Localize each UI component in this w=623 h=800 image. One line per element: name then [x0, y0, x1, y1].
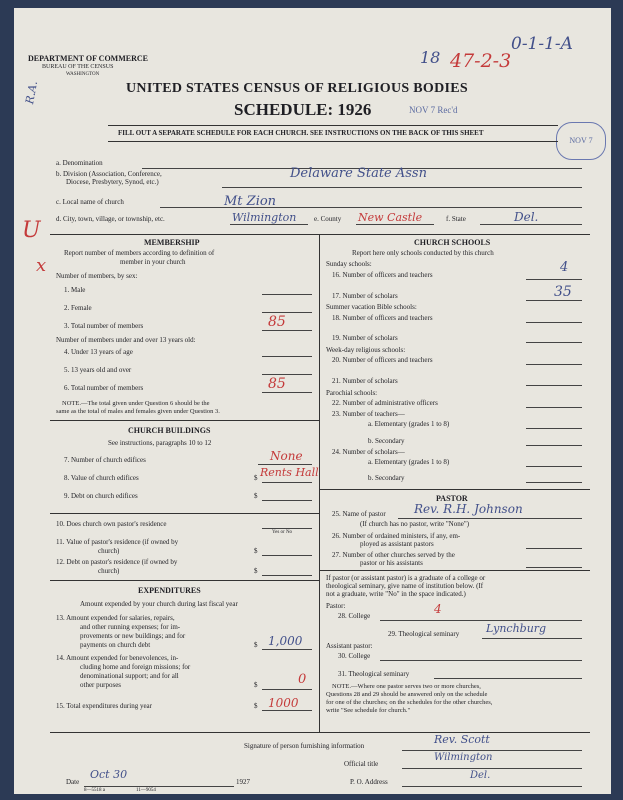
q23b-label: b. Secondary: [368, 437, 405, 445]
sunday-label: Sunday schools:: [326, 260, 372, 268]
q15-field[interactable]: [262, 710, 312, 711]
division-value: Delaware State Assn: [290, 166, 427, 181]
asst-pastor-label: Assistant pastor:: [326, 642, 373, 650]
q25-label: 25. Name of pastor: [332, 510, 386, 518]
code-number: 47-2-3: [450, 50, 512, 72]
q17-value: 35: [554, 284, 572, 300]
q15-dollar: $: [254, 702, 258, 710]
graduate-line3: not a graduate, write "No" in the space indicated.): [326, 590, 466, 598]
expenditures-sub: Amount expended by your church during last fiscal year: [80, 600, 238, 608]
q11-field[interactable]: [262, 555, 312, 556]
q15-label: 15. Total expenditures during year: [56, 702, 152, 710]
q28-field[interactable]: [380, 620, 582, 621]
parochial-label: Parochial schools:: [326, 389, 378, 397]
q8-field[interactable]: [262, 482, 312, 483]
q13-label-2: and other running expenses; for im-: [80, 623, 181, 631]
state-label: f. State: [446, 215, 466, 223]
pastor-note3: for one of the churches; on the schedules for the other churches,: [326, 699, 493, 706]
q3-label: 3. Total number of members: [64, 322, 144, 330]
po-address-value: Del.: [470, 770, 491, 781]
q27-field[interactable]: [526, 567, 582, 568]
instruction-line: FILL OUT A SEPARATE SCHEDULE FOR EACH CHURCH. SEE INSTRUCTIONS ON THE BACK OF THIS SHEET: [118, 129, 484, 137]
q13-field[interactable]: [262, 649, 312, 650]
q23a-label: a. Elementary (grades 1 to 8): [368, 420, 450, 428]
q17-label: 17. Number of scholars: [332, 292, 398, 300]
state-field[interactable]: [480, 224, 582, 225]
q22-label: 22. Number of administrative officers: [332, 399, 438, 407]
q24b-label: b. Secondary: [368, 474, 405, 482]
q6-value: 85: [268, 376, 286, 392]
q30-label: 30. College: [338, 652, 371, 660]
department-label: DEPARTMENT OF COMMERCE: [28, 54, 149, 63]
q24-label: 24. Number of scholars—: [332, 448, 405, 456]
q24a-field[interactable]: [526, 466, 582, 467]
grid-bottom-rule: [50, 732, 590, 733]
city-field-label: d. City, town, village, or township, etc.: [56, 215, 165, 223]
received-stamp: NOV 7 Rec'd: [409, 105, 458, 115]
by-sex-label: Number of members, by sex:: [56, 272, 138, 280]
q2-label: 2. Female: [64, 304, 92, 312]
q3-field[interactable]: [262, 330, 312, 331]
q18-field[interactable]: [526, 322, 582, 323]
code-18: 18: [420, 48, 441, 67]
q13-label-3: provements or new buildings; and for: [80, 632, 186, 640]
q31-field[interactable]: [434, 678, 582, 679]
pastor-note1: NOTE.—Where one pastor serves two or more churches,: [332, 683, 481, 690]
expenditures-heading: EXPENDITURES: [138, 586, 201, 595]
buildings-rule: [50, 420, 319, 421]
denomination-label: a. Denomination: [56, 159, 103, 167]
graduate-line1: If pastor (or assistant pastor) is a graduate of a college or: [326, 574, 486, 582]
schedule-title: SCHEDULE: 1926: [234, 100, 372, 119]
q15-value: 1000: [268, 696, 299, 710]
received-cloud-stamp: [556, 122, 606, 160]
official-title-value: Wilmington: [434, 752, 493, 763]
q24a-label: a. Elementary (grades 1 to 8): [368, 458, 450, 466]
membership-note1: NOTE.—The total given under Question 6 should be the: [62, 400, 210, 407]
q27-label-1: 27. Number of other churches served by the: [332, 551, 455, 559]
schools-sub: Report here only schools conducted by this church: [352, 249, 494, 257]
year-label: 1927: [236, 778, 250, 786]
code-top: 0-1-1-A: [511, 34, 573, 54]
print-number: 11—9054: [136, 788, 156, 793]
q3-value: 85: [268, 314, 286, 330]
q24b-field[interactable]: [526, 482, 582, 483]
division-label-2: Diocese, Presbytery, Synod, etc.): [66, 178, 159, 186]
county-label: e. County: [314, 215, 342, 223]
margin-u-mark: U: [22, 218, 41, 243]
q9-dollar: $: [254, 492, 258, 500]
q23-label: 23. Number of teachers—: [332, 410, 405, 418]
date-label: Date: [66, 778, 80, 786]
county-value: New Castle: [358, 211, 423, 224]
membership-note2: same as the total of males and females given under Question 3.: [56, 408, 220, 415]
q1-field[interactable]: [262, 294, 312, 295]
graduate-rule: [319, 570, 590, 571]
grid-top-rule: [50, 234, 590, 235]
q29-field[interactable]: [482, 638, 582, 639]
po-address-label: P. O. Address: [350, 778, 388, 786]
signature-label: Signature of person furnishing information: [244, 742, 365, 750]
q20-label: 20. Number of officers and teachers: [332, 356, 433, 364]
q5-field[interactable]: [262, 374, 312, 375]
q14-dollar: $: [254, 681, 258, 689]
church-name-value: Mt Zion: [224, 194, 277, 209]
q12-field[interactable]: [262, 575, 312, 576]
date-field[interactable]: [84, 786, 234, 787]
q29-label: 29. Theological seminary: [388, 630, 460, 638]
q22-field[interactable]: [526, 407, 582, 408]
q16-value: 4: [560, 260, 569, 275]
bureau-label: BUREAU OF THE CENSUS: [42, 64, 114, 70]
q31-label: 31. Theological seminary: [338, 670, 410, 678]
q26-field[interactable]: [526, 548, 582, 549]
q18-label: 18. Number of officers and teachers: [332, 314, 433, 322]
q11-label: 11. Value of pastor's residence (if owned by: [56, 538, 179, 546]
official-title-label: Official title: [344, 760, 379, 768]
q25-value: Rev. R.H. Johnson: [414, 502, 523, 516]
q5-label: 5. 13 years old and over: [64, 366, 132, 374]
q7-value: None: [270, 449, 303, 463]
q26-label-2: ployed as assistant pastors: [360, 540, 434, 548]
q14-field[interactable]: [262, 689, 312, 690]
state-value: Del.: [514, 210, 539, 224]
pastor-rule: [319, 489, 590, 490]
rule-top: [108, 125, 558, 126]
q23a-field[interactable]: [526, 428, 582, 429]
q6-field[interactable]: [262, 392, 312, 393]
membership-sub1: Report number of members according to definition of: [64, 249, 215, 257]
q29-value: Lynchburg: [486, 622, 547, 635]
official-title-field[interactable]: [402, 768, 582, 769]
pastor-note4: write "See schedule for church.": [326, 707, 411, 714]
q1-label: 1. Male: [64, 286, 86, 294]
q11-label-2: church): [98, 547, 120, 555]
q14-value: 0: [298, 672, 307, 687]
q14-label-2: cluding home and foreign missions; for: [80, 663, 191, 671]
grid-center-divider: [319, 234, 320, 732]
under-over-label: Number of members under and over 13 years old:: [56, 336, 196, 344]
q4-field[interactable]: [262, 356, 312, 357]
q16-field[interactable]: [526, 279, 582, 280]
schools-heading: CHURCH SCHOOLS: [414, 238, 491, 247]
q14-label-4: other purposes: [80, 681, 122, 689]
city-value: Wilmington: [232, 211, 297, 224]
form-title: UNITED STATES CENSUS OF RELIGIOUS BODIES: [126, 81, 469, 96]
rule-bottom: [108, 141, 558, 142]
q28-label: 28. College: [338, 612, 371, 620]
q12-label-2: church): [98, 567, 120, 575]
q16-label: 16. Number of officers and teachers: [332, 271, 433, 279]
q14-label-1: 14. Amount expended for benevolences, in-: [56, 654, 179, 662]
q13-value: 1,000: [268, 634, 303, 648]
q8-dollar: $: [254, 474, 258, 482]
q6-label: 6. Total number of members: [64, 384, 144, 392]
buildings-sub: See instructions, paragraphs 10 to 12: [108, 439, 212, 447]
buildings-mid-rule: [50, 513, 319, 514]
county-field[interactable]: [356, 224, 434, 225]
q8-value: Rents Hall: [260, 466, 319, 479]
q14-label-3: denominational support; and for all: [80, 672, 179, 680]
q27-label-2: pastor or his assistants: [360, 559, 423, 567]
census-form: [14, 8, 611, 794]
q7-field[interactable]: [258, 464, 312, 465]
q17-field[interactable]: [526, 300, 582, 301]
q13-label-1: 13. Amount expended for salaries, repairs,: [56, 614, 175, 622]
graduate-line2: theological seminary, give name of institution below. (If: [326, 582, 484, 590]
q11-dollar: $: [254, 547, 258, 555]
q12-dollar: $: [254, 567, 258, 575]
po-address-field[interactable]: [402, 786, 582, 787]
q19-label: 19. Number of scholars: [332, 334, 398, 342]
summer-label: Summer vacation Bible schools:: [326, 303, 417, 311]
q9-field[interactable]: [262, 500, 312, 501]
pastor-note2: Questions 28 and 29 should be answered only on the schedule: [326, 691, 488, 698]
q25-note: (If church has no pastor, write "None"): [360, 520, 470, 528]
q9-label: 9. Debt on church edifices: [64, 492, 138, 500]
pastor-heading: PASTOR: [436, 494, 468, 503]
yes-no-hint: Yes or No: [272, 530, 293, 535]
q8-label: 8. Value of church edifices: [64, 474, 139, 482]
margin-x-mark: x: [36, 255, 47, 276]
q7-label: 7. Number of church edifices: [64, 456, 146, 464]
buildings-heading: CHURCH BUILDINGS: [128, 426, 211, 435]
q12-label: 12. Debt on pastor's residence (if owned by: [56, 558, 178, 566]
q25-field[interactable]: [398, 518, 582, 519]
expenditures-rule: [50, 580, 319, 581]
q23b-field[interactable]: [526, 445, 582, 446]
q2-field[interactable]: [262, 312, 312, 313]
division-label: b. Division (Association, Conference,: [56, 170, 162, 178]
signature-field[interactable]: [402, 750, 582, 751]
q20-field[interactable]: [526, 364, 582, 365]
membership-sub2: member in your church: [120, 258, 186, 266]
q30-field[interactable]: [380, 660, 582, 661]
q28-value: 4: [434, 602, 442, 616]
margin-note: R.A.: [23, 79, 41, 106]
form-number: 8—5518 a: [84, 788, 105, 793]
membership-heading: MEMBERSHIP: [144, 238, 200, 247]
q13-label-4: payments on church debt: [80, 641, 151, 649]
church-name-label: c. Local name of church: [56, 198, 124, 206]
cloud-stamp-text: NOV 7: [569, 136, 593, 145]
q13-dollar: $: [254, 641, 258, 649]
city-field[interactable]: [230, 224, 308, 225]
date-value: Oct 30: [90, 768, 128, 781]
signature-value: Rev. Scott: [434, 733, 490, 746]
q10-label: 10. Does church own pastor's residence: [56, 520, 167, 528]
q26-label-1: 26. Number of ordained ministers, if any, em-: [332, 532, 461, 540]
q10-field[interactable]: [262, 528, 312, 529]
q21-label: 21. Number of scholars: [332, 377, 398, 385]
pastor-sub-label: Pastor:: [326, 602, 346, 610]
weekday-label: Week-day religious schools:: [326, 346, 406, 354]
city-label: WASHINGTON: [66, 72, 100, 77]
division-field[interactable]: [222, 187, 582, 188]
q4-label: 4. Under 13 years of age: [64, 348, 133, 356]
q21-field[interactable]: [526, 385, 582, 386]
q19-field[interactable]: [526, 342, 582, 343]
